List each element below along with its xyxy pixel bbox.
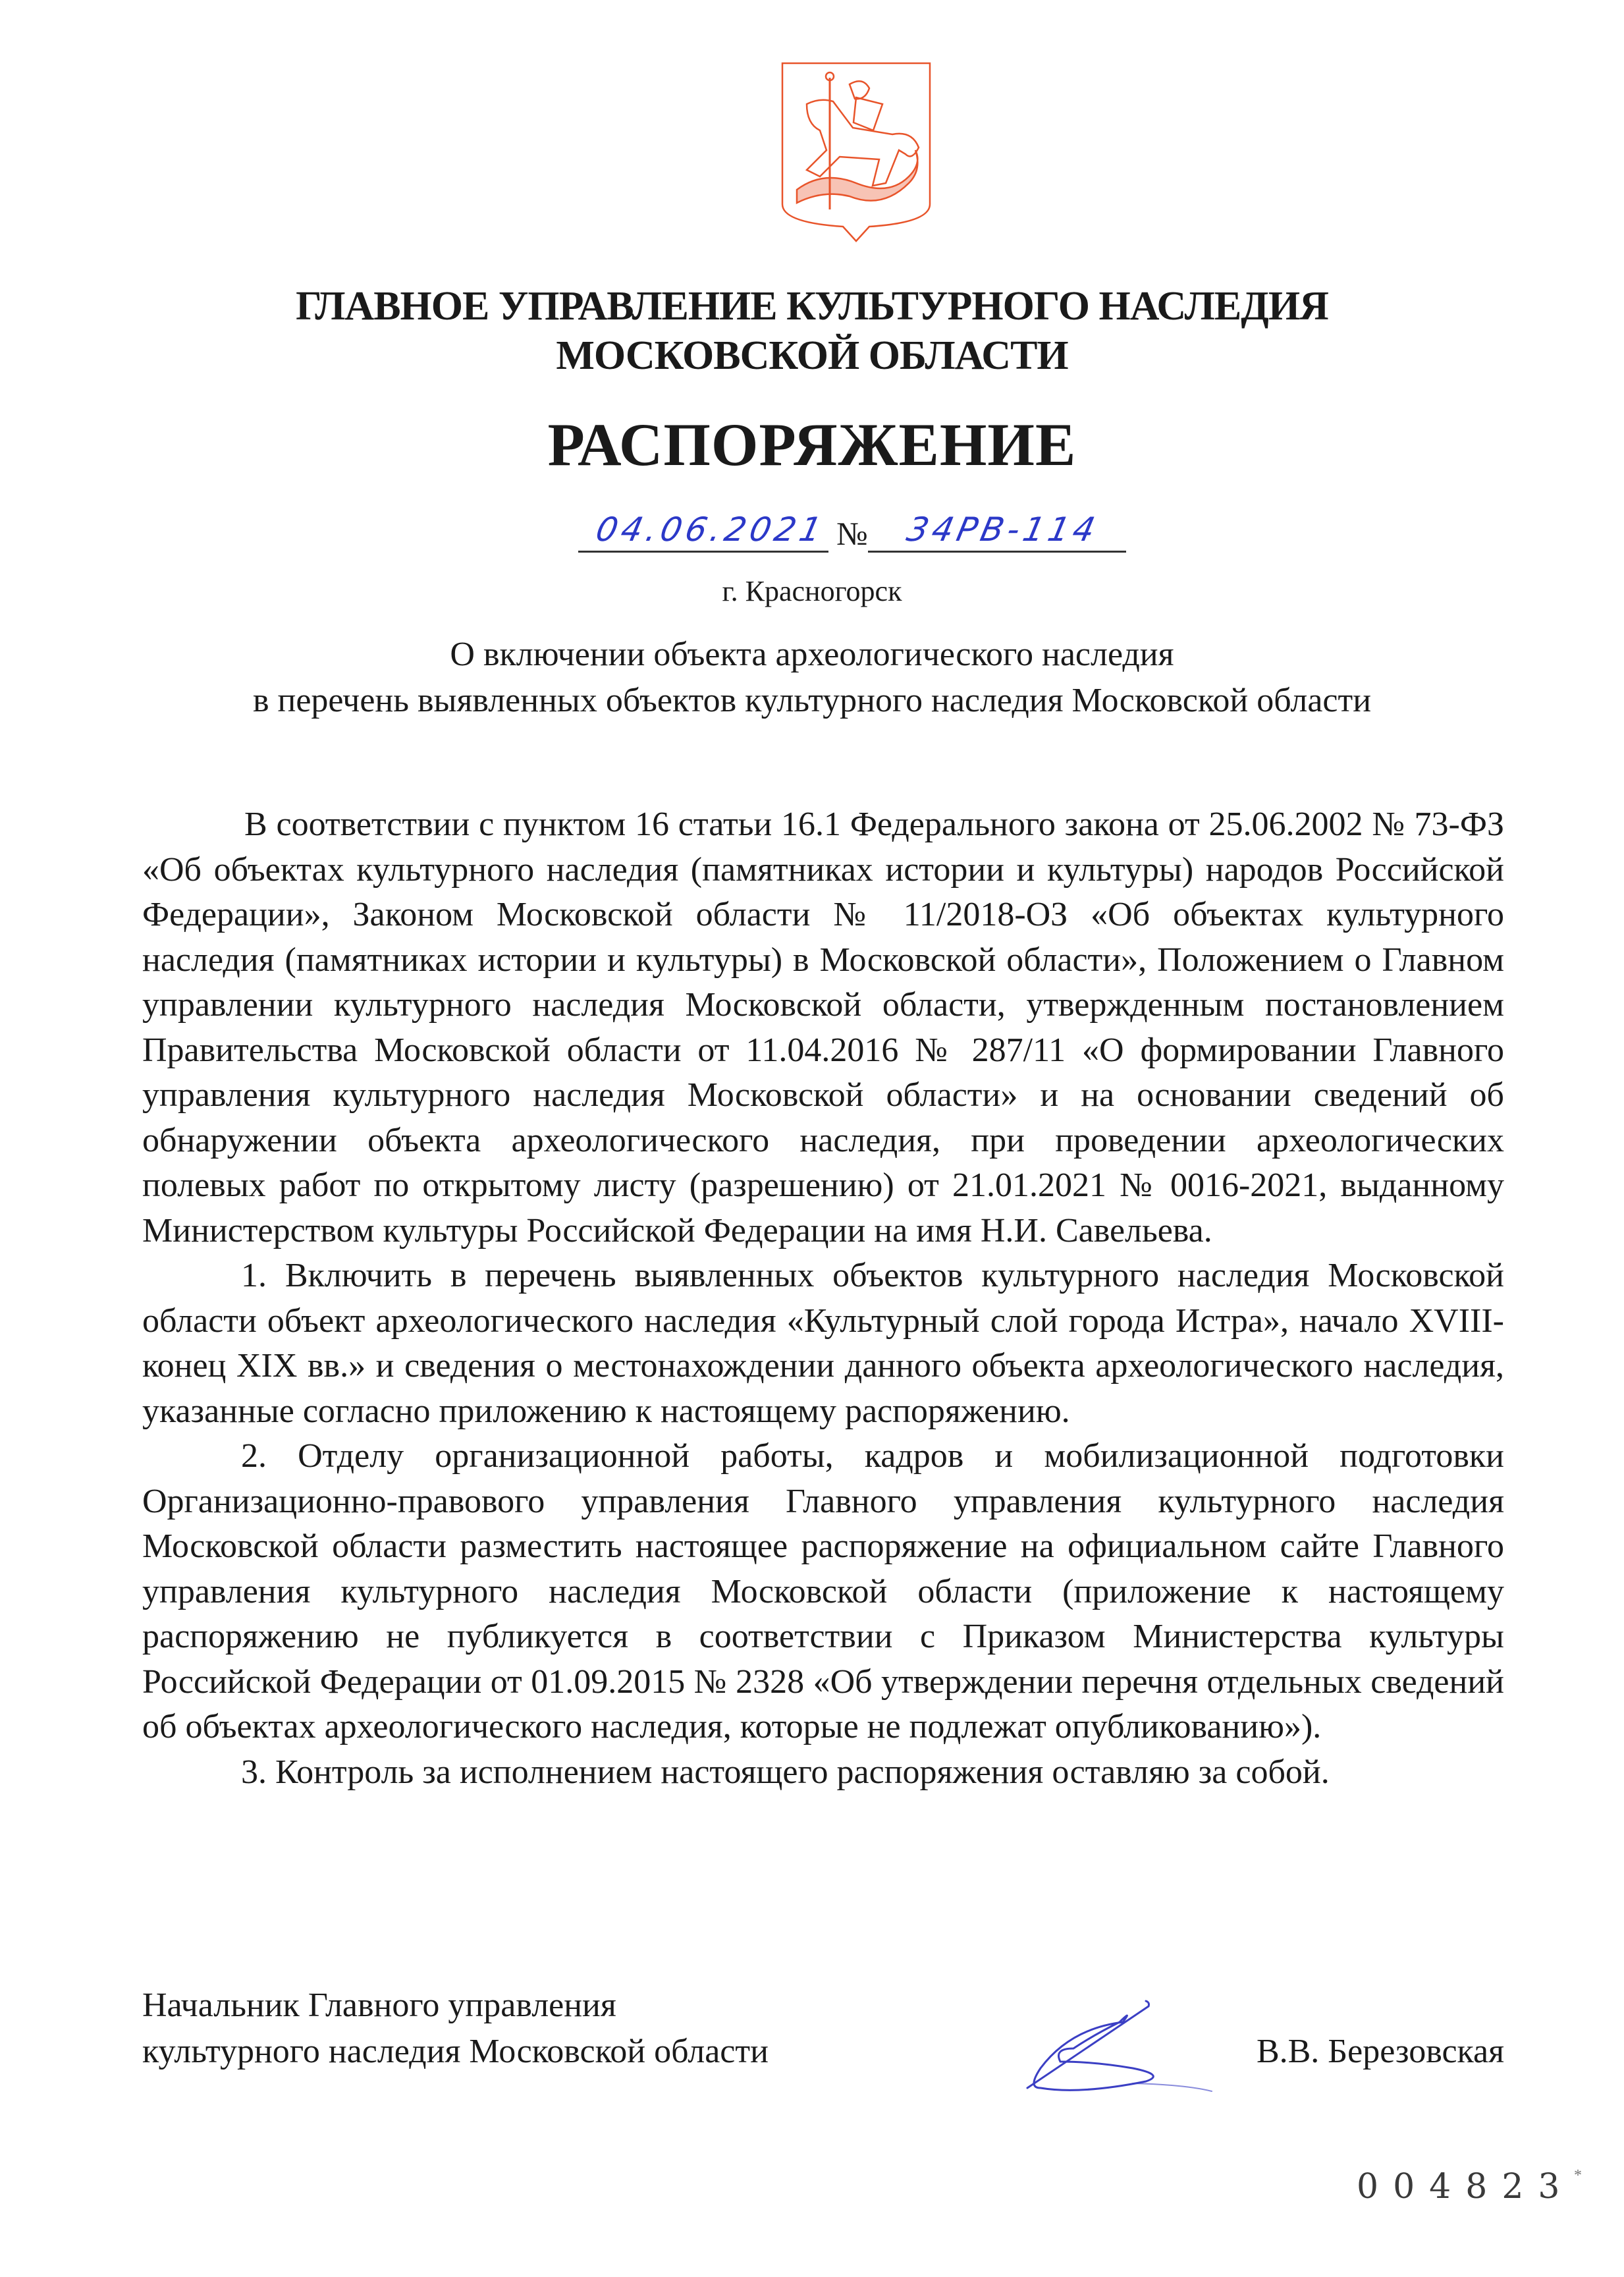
subject-line1: О включении объекта археологического наследия — [450, 636, 1174, 673]
position-line1: Начальник Главного управления — [142, 1987, 616, 2024]
document-number-field — [868, 510, 1126, 553]
document-body — [142, 802, 1504, 1795]
handwritten-signature-icon — [1014, 1996, 1232, 2095]
position-line2: культурного наследия Московской области — [142, 2033, 769, 2070]
serial-number: 004823 — [1357, 2167, 1575, 2207]
number-sign: № — [836, 515, 868, 552]
order-item-3: 3. Контроль за исполнением настоящего распоряжения оставляю за собой. — [241, 1753, 1330, 1791]
organization-name-line2: МОСКОВСКОЙ ОБЛАСТИ — [556, 333, 1068, 378]
serial-mark: * — [1574, 2167, 1582, 2184]
preamble-paragraph: В соответствии с пунктом 16 статьи 16.1 Федерального закона от 25.06.2002 № 73-ФЗ «Об объектах культурного наследия (памятниках истории и культуры) народов Российской Федерации», Законом Московской области № 11/2018-ОЗ «Об объектах культурного наследия (памятниках истории и культуры) в Московской области», Положением о Главном управлении культурного наследия Московской области, утвержденным постановлением Правительства Московской области от 11.04.2016 № 287/11 «О формировании Главного управления культурного наследия Московской области» и на основании сведений об обнаружении объекта археологического наследия, при проведении археологических полевых работ по открытому листу (разрешению) от 21.01.2021 № 0016-2021, выданному Министерством культуры Российской Федерации на имя Н.И. Савельева. — [142, 806, 1504, 1249]
handwritten-document-number: 34РВ-114 — [903, 510, 1102, 549]
order-item-2: 2. Отделу организационной работы, кадров и мобилизационной подготовки Организационно-правового управления Главного управления культурного наследия Московской области разместить настоящее распоряжение на официальном сайте Главного управления культурного наследия Московской области (приложение к настоящему распоряжению не публикуется в соответствии с Приказом Министерства культуры Российской Федерации от 01.09.2015 № 2328 «Об утверждении перечня отдельных сведений об объектах археологического наследия, которые не подлежат опубликованию»). — [142, 1437, 1504, 1745]
signatory-position — [142, 1983, 769, 2075]
city: г. Красногорск — [722, 575, 902, 607]
signatory-name: В.В. Березовская — [1256, 2033, 1504, 2070]
document-type-title: РАСПОРЯЖЕНИЕ — [547, 411, 1077, 478]
coat-of-arms-icon — [777, 58, 935, 242]
date-field — [578, 510, 829, 553]
handwritten-date: 04.06.2021 — [592, 510, 829, 549]
order-item-1: 1. Включить в перечень выявленных объектов культурного наследия Московской области объект археологического наследия «Культурный слой города Истра», начало XVIII-конец XIX вв.» и сведения о местонахождении данного объекта археологического наследия, указанные согласно приложению к настоящему распоряжению. — [142, 1257, 1504, 1430]
subject-line2: в перечень выявленных объектов культурного наследия Московской области — [252, 682, 1372, 719]
organization-name-line1: ГЛАВНОЕ УПРАВЛЕНИЕ КУЛЬТУРНОГО НАСЛЕДИЯ — [296, 284, 1328, 329]
